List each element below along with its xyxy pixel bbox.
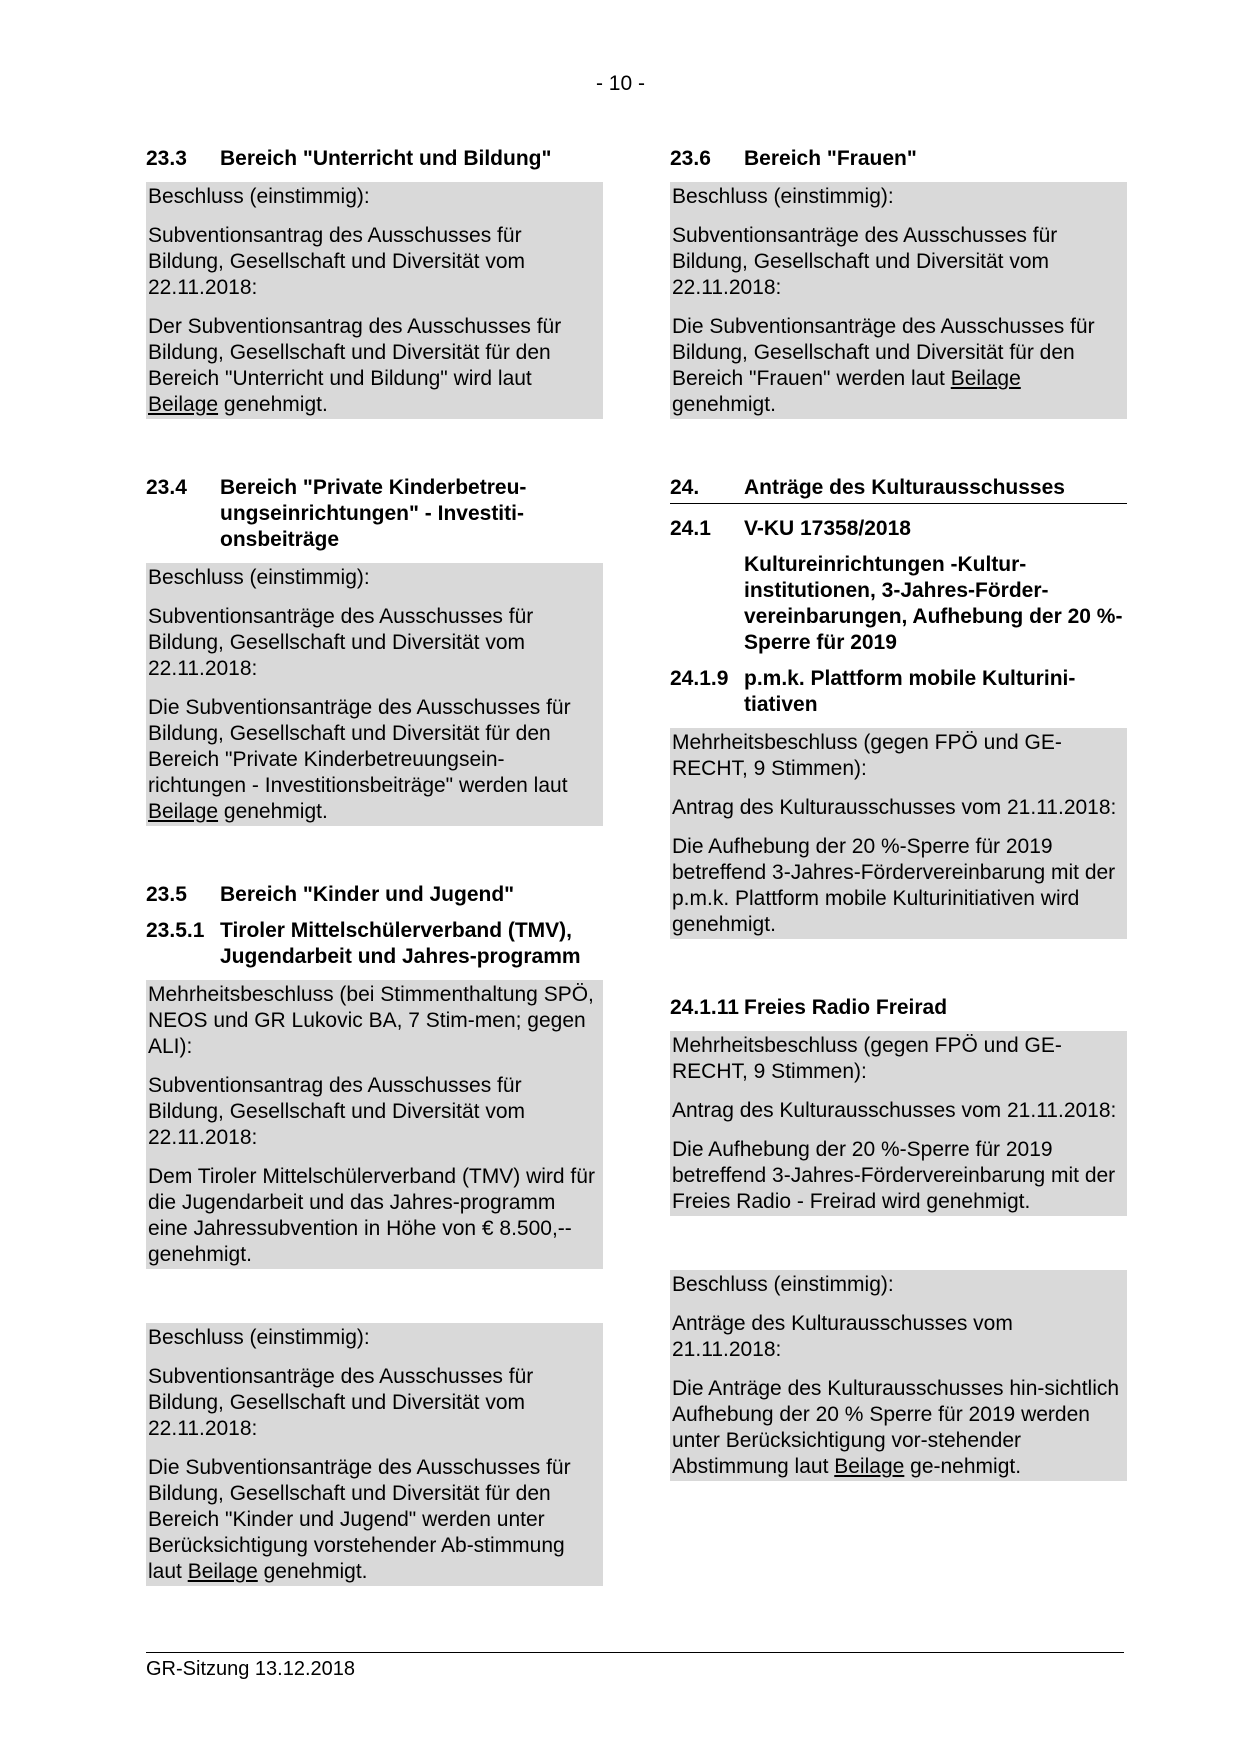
resolution-box-23-5-1 bbox=[146, 980, 603, 1269]
section-heading-23-5 bbox=[146, 882, 603, 908]
resolution-source: Antrag des Kulturausschusses vom 21.11.2018: bbox=[672, 796, 1117, 819]
section-title: Freies Radio Freirad bbox=[744, 996, 948, 1019]
resolution-text: Die Aufhebung der 20 %-Sperre für 2019 betreffend 3-Jahres-Fördervereinbarung mit der Freies Radio - Freirad wird genehmigt. bbox=[672, 1138, 1116, 1213]
section-heading-24 bbox=[670, 475, 1127, 504]
resolution-box-23-5-final bbox=[146, 1323, 603, 1586]
section-number: 23.5.1 bbox=[146, 919, 205, 942]
resolution-text-start: Der Subventionsantrag des Ausschusses für Bildung, Gesellschaft und Diversität für den Bereich "Unterricht und Bildung" wird laut bbox=[148, 315, 562, 390]
resolution-text-start: Die Subventionsanträge des Ausschusses für Bildung, Gesellschaft und Diversität für den Bereich "Kinder und Jugend" werden unter Berücksichtigung vorstehender Ab-stimmung laut bbox=[148, 1456, 571, 1583]
resolution-text-end: genehmigt. bbox=[218, 393, 328, 416]
resolution-source: Subventionsantrag des Ausschusses für Bildung, Gesellschaft und Diversität vom 22.11.2018: bbox=[148, 224, 526, 299]
page-number: - 10 - bbox=[595, 72, 645, 95]
beilage-link[interactable]: Beilage bbox=[187, 1560, 258, 1583]
resolution-text bbox=[148, 695, 599, 825]
beilage-link[interactable]: Beilage bbox=[148, 800, 219, 823]
footer-divider bbox=[146, 1652, 1124, 1653]
resolution-text-end: genehmigt. bbox=[672, 393, 776, 416]
section-number: 23.6 bbox=[670, 147, 711, 170]
resolution-type: Beschluss (einstimmig): bbox=[148, 566, 370, 589]
resolution-source: Subventionsantrag des Ausschusses für Bildung, Gesellschaft und Diversität vom 22.11.2018: bbox=[148, 1074, 526, 1149]
section-title: Bereich "Unterricht und Bildung" bbox=[220, 147, 552, 170]
section-number: 24.1 bbox=[670, 517, 711, 540]
right-column bbox=[670, 146, 1127, 1481]
resolution-box-23-3 bbox=[146, 182, 603, 419]
resolution-box-24-1-final bbox=[670, 1270, 1127, 1481]
section-title: Anträge des Kulturausschusses bbox=[744, 476, 1065, 499]
section-subtitle: Kultureinrichtungen -Kultur-institutionen, 3-Jahres-Förder-vereinbarungen, Aufhebung der 20 %-Sperre für 2019 bbox=[744, 553, 1123, 654]
section-title: V-KU 17358/2018 bbox=[744, 517, 911, 540]
section-heading-24-1-9 bbox=[670, 666, 1127, 718]
resolution-text bbox=[672, 1376, 1123, 1480]
section-subtitle-24-1 bbox=[670, 552, 1127, 656]
section-title: Bereich "Kinder und Jugend" bbox=[220, 883, 515, 906]
section-number: 24. bbox=[670, 476, 700, 499]
section-title: Bereich "Private Kinderbetreu-ungseinrichtungen" - Investiti-onsbeiträge bbox=[220, 476, 527, 551]
resolution-type: Mehrheitsbeschluss (gegen FPÖ und GE-RECHT, 9 Stimmen): bbox=[672, 731, 1062, 780]
resolution-box-23-4 bbox=[146, 563, 603, 826]
section-number: 23.5 bbox=[146, 883, 187, 906]
resolution-text: Dem Tiroler Mittelschülerverband (TMV) wird für die Jugendarbeit und das Jahres-programm eine Jahressubvention in Höhe von € 8.500,-- genehmigt. bbox=[148, 1165, 595, 1266]
resolution-box-24-1-11 bbox=[670, 1031, 1127, 1216]
resolution-type: Mehrheitsbeschluss (gegen FPÖ und GE-RECHT, 9 Stimmen): bbox=[672, 1034, 1062, 1083]
section-number: 23.3 bbox=[146, 147, 187, 170]
section-number: 23.4 bbox=[146, 476, 187, 499]
resolution-text bbox=[148, 314, 599, 418]
resolution-text-end: genehmigt. bbox=[218, 800, 328, 823]
section-number: 24.1.9 bbox=[670, 667, 729, 690]
section-heading-24-1-11 bbox=[670, 995, 1127, 1021]
section-number: 24.1.11 bbox=[670, 996, 739, 1019]
section-heading-24-1 bbox=[670, 516, 1127, 542]
resolution-source: Antrag des Kulturausschusses vom 21.11.2018: bbox=[672, 1099, 1117, 1122]
footer-session-date: GR-Sitzung 13.12.2018 bbox=[146, 1658, 356, 1680]
resolution-type: Beschluss (einstimmig): bbox=[672, 1273, 894, 1296]
resolution-source: Subventionsanträge des Ausschusses für Bildung, Gesellschaft und Diversität vom 22.11.2018: bbox=[672, 224, 1058, 299]
resolution-type: Mehrheitsbeschluss (bei Stimmenthaltung SPÖ, NEOS und GR Lukovic BA, 7 Stim-men; gegen ALI): bbox=[148, 983, 594, 1058]
resolution-text bbox=[148, 1455, 599, 1585]
section-heading-23-3 bbox=[146, 146, 603, 172]
resolution-type: Beschluss (einstimmig): bbox=[148, 185, 370, 208]
beilage-link[interactable]: Beilage bbox=[950, 367, 1021, 390]
section-heading-23-5-1 bbox=[146, 918, 603, 970]
resolution-source: Subventionsanträge des Ausschusses für Bildung, Gesellschaft und Diversität vom 22.11.2018: bbox=[148, 1365, 534, 1440]
resolution-box-23-6 bbox=[670, 182, 1127, 419]
resolution-text-start: Die Anträge des Kulturausschusses hin-sichtlich Aufhebung der 20 % Sperre für 2019 werden unter Berücksichtigung vor-stehender Abstimmung laut bbox=[672, 1377, 1120, 1478]
beilage-link[interactable]: Beilage bbox=[834, 1455, 905, 1478]
resolution-type: Beschluss (einstimmig): bbox=[672, 185, 894, 208]
resolution-source: Anträge des Kulturausschusses vom 21.11.2018: bbox=[672, 1312, 1013, 1361]
beilage-link[interactable]: Beilage bbox=[148, 393, 219, 416]
resolution-text-start: Die Subventionsanträge des Ausschusses für Bildung, Gesellschaft und Diversität für den Bereich "Private Kinderbetreuungsein-richtungen - Investitionsbeiträge" werden laut bbox=[148, 696, 571, 797]
resolution-text-end: ge-nehmigt. bbox=[904, 1455, 1022, 1478]
resolution-source: Subventionsanträge des Ausschusses für Bildung, Gesellschaft und Diversität vom 22.11.2018: bbox=[148, 605, 534, 680]
section-title: Tiroler Mittelschülerverband (TMV), Jugendarbeit und Jahres-programm bbox=[220, 919, 581, 968]
section-title: Bereich "Frauen" bbox=[744, 147, 917, 170]
resolution-text-end: genehmigt. bbox=[257, 1560, 368, 1583]
section-title: p.m.k. Plattform mobile Kulturini-tiativen bbox=[744, 667, 1076, 716]
resolution-text: Die Aufhebung der 20 %-Sperre für 2019 betreffend 3-Jahres-Fördervereinbarung mit der p.m.k. Plattform mobile Kulturinitiativen wird genehmigt. bbox=[672, 835, 1116, 936]
section-heading-23-6 bbox=[670, 146, 1127, 172]
resolution-text-start: Die Subventionsanträge des Ausschusses für Bildung, Gesellschaft und Diversität für den Bereich "Frauen" werden laut bbox=[672, 315, 1095, 390]
resolution-type: Beschluss (einstimmig): bbox=[148, 1326, 370, 1349]
left-column bbox=[146, 146, 603, 1586]
resolution-box-24-1-9 bbox=[670, 728, 1127, 939]
resolution-text bbox=[672, 314, 1123, 418]
section-heading-23-4 bbox=[146, 475, 603, 553]
